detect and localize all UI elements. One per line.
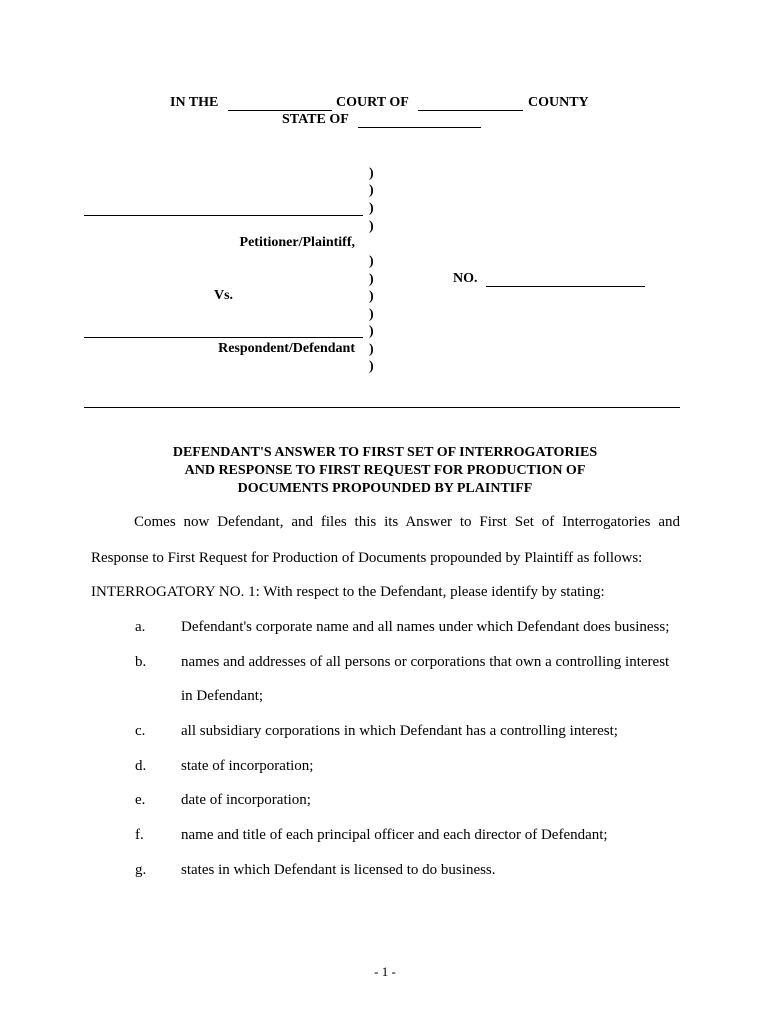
state-name-blank <box>358 127 481 128</box>
caption-paren: ) <box>369 272 374 287</box>
caption-paren: ) <box>369 324 374 339</box>
county-name-blank <box>418 110 523 111</box>
header-county: COUNTY <box>528 95 589 110</box>
item-text: states in which Defendant is licensed to do business. <box>181 862 496 878</box>
caption-paren: ) <box>369 289 374 304</box>
document-title-line-2: AND RESPONSE TO FIRST REQUEST FOR PRODUCTION OF <box>184 463 586 478</box>
item-text: state of incorporation; <box>181 758 314 774</box>
caption-paren: ) <box>369 166 374 181</box>
caption-paren: ) <box>369 219 374 234</box>
petitioner-label: Petitioner/Plaintiff, <box>239 235 355 250</box>
item-letter: a. <box>135 619 146 635</box>
caption-paren: ) <box>369 201 374 216</box>
case-number-blank <box>486 286 645 287</box>
intro-line-1: Comes now Defendant, and files this its Answer to First Set of Interrogatories and <box>134 514 680 530</box>
item-letter: c. <box>135 723 146 739</box>
item-letter: d. <box>135 758 147 774</box>
item-letter: f. <box>135 827 144 843</box>
interrogatory-heading: INTERROGATORY NO. 1: With respect to the Defendant, please identify by stating: <box>91 584 605 600</box>
vs-label: Vs. <box>214 288 234 303</box>
respondent-name-blank <box>84 337 363 338</box>
caption-divider <box>84 407 680 408</box>
item-text: date of incorporation; <box>181 792 311 808</box>
item-letter: b. <box>135 654 147 670</box>
court-name-blank <box>228 110 332 111</box>
caption-paren: ) <box>369 342 374 357</box>
item-text-continued: in Defendant; <box>181 688 264 704</box>
header-state-of: STATE OF <box>282 112 349 127</box>
caption-paren: ) <box>369 307 374 322</box>
header-court-of: COURT OF <box>336 95 409 110</box>
petitioner-name-blank <box>84 215 363 216</box>
caption-paren: ) <box>369 254 374 269</box>
item-text: all subsidiary corporations in which Defendant has a controlling interest; <box>181 723 618 739</box>
case-no-label: NO. <box>453 271 478 286</box>
item-letter: g. <box>135 862 147 878</box>
item-text: Defendant's corporate name and all names under which Defendant does business; <box>181 619 670 635</box>
document-title-line-1: DEFENDANT'S ANSWER TO FIRST SET OF INTERROGATORIES <box>172 445 598 460</box>
respondent-label: Respondent/Defendant <box>218 341 355 356</box>
header-in-the: IN THE <box>170 95 219 110</box>
item-text: name and title of each principal officer and each director of Defendant; <box>181 827 608 843</box>
caption-paren: ) <box>369 359 374 374</box>
document-title-line-3: DOCUMENTS PROPOUNDED BY PLAINTIFF <box>237 481 533 496</box>
page-number: - 1 - <box>374 964 396 979</box>
caption-paren: ) <box>369 183 374 198</box>
intro-line-2: Response to First Request for Production of Documents propounded by Plaintiff as follows: <box>91 550 643 566</box>
item-letter: e. <box>135 792 146 808</box>
item-text: names and addresses of all persons or corporations that own a controlling interest <box>181 654 670 670</box>
